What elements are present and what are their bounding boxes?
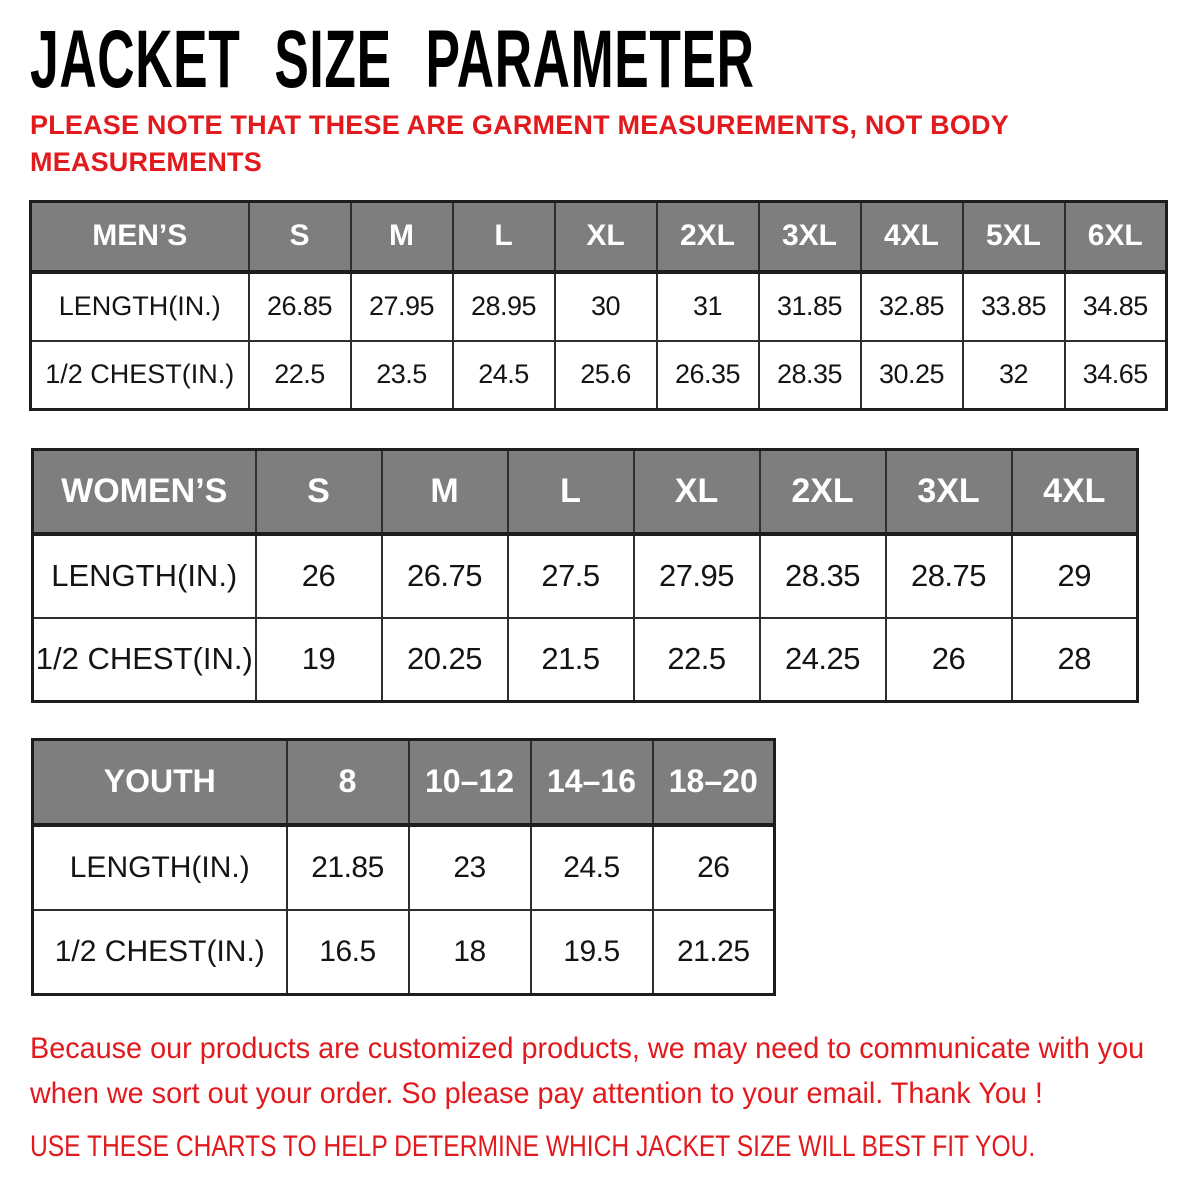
- value-cell: 26: [653, 825, 775, 910]
- value-cell: 26: [886, 618, 1012, 702]
- size-header-cell: 2XL: [760, 450, 886, 534]
- size-header-cell: S: [249, 202, 351, 272]
- size-header-cell: 18–20: [653, 740, 775, 825]
- size-header-row: [33, 740, 775, 825]
- value-cell: 18: [409, 910, 531, 995]
- value-cell: 26.35: [657, 341, 759, 410]
- note-line: MEASUREMENTS: [30, 147, 262, 177]
- value-cell: 27.95: [634, 534, 760, 618]
- note-line: PLEASE NOTE THAT THESE ARE GARMENT MEASUREMENTS, NOT BODY: [30, 110, 1009, 140]
- value-cell: 24.25: [760, 618, 886, 702]
- row-label-cell: LENGTH(IN.): [31, 272, 249, 341]
- size-header-cell: 2XL: [657, 202, 759, 272]
- value-cell: 21.25: [653, 910, 775, 995]
- value-cell: 29: [1012, 534, 1138, 618]
- measurement-row: [33, 825, 775, 910]
- size-header-cell: L: [508, 450, 634, 534]
- value-cell: 23: [409, 825, 531, 910]
- value-cell: 21.5: [508, 618, 634, 702]
- value-cell: 27.95: [351, 272, 453, 341]
- value-cell: 26: [256, 534, 382, 618]
- value-cell: 26.85: [249, 272, 351, 341]
- size-header-cell: 10–12: [409, 740, 531, 825]
- row-label-cell: LENGTH(IN.): [33, 825, 287, 910]
- row-label-cell: LENGTH(IN.): [33, 534, 256, 618]
- group-label-cell: YOUTH: [33, 740, 287, 825]
- garment-measurement-note: [30, 107, 1009, 181]
- size-header-cell: 3XL: [759, 202, 861, 272]
- customization-notice: [30, 1026, 1144, 1116]
- measurement-row: [33, 910, 775, 995]
- size-header-cell: XL: [634, 450, 760, 534]
- value-cell: 32.85: [861, 272, 963, 341]
- value-cell: 24.5: [531, 825, 653, 910]
- measurement-row: [31, 272, 1167, 341]
- group-label-cell: MEN’S: [31, 202, 249, 272]
- value-cell: 34.85: [1065, 272, 1167, 341]
- value-cell: 30: [555, 272, 657, 341]
- value-cell: 31.85: [759, 272, 861, 341]
- value-cell: 28.75: [886, 534, 1012, 618]
- row-label-cell: 1/2 CHEST(IN.): [31, 341, 249, 410]
- size-table-mens: [29, 200, 1168, 411]
- value-cell: 28.35: [759, 341, 861, 410]
- size-header-cell: 3XL: [886, 450, 1012, 534]
- value-cell: 34.65: [1065, 341, 1167, 410]
- measurement-row: [33, 534, 1138, 618]
- size-table-womens: [31, 448, 1139, 703]
- value-cell: 16.5: [287, 910, 409, 995]
- size-header-cell: S: [256, 450, 382, 534]
- value-cell: 22.5: [634, 618, 760, 702]
- size-header-cell: L: [453, 202, 555, 272]
- row-label-cell: 1/2 CHEST(IN.): [33, 618, 256, 702]
- notice-line: when we sort out your order. So please pay attention to your email. Thank You !: [30, 1077, 1043, 1110]
- size-header-cell: XL: [555, 202, 657, 272]
- chart-usage-note: USE THESE CHARTS TO HELP DETERMINE WHICH JACKET SIZE WILL BEST FIT YOU.: [30, 1130, 1036, 1163]
- value-cell: 28.35: [760, 534, 886, 618]
- page-title: JACKET SIZE PARAMETER: [30, 14, 755, 105]
- size-header-cell: M: [351, 202, 453, 272]
- group-label-cell: WOMEN’S: [33, 450, 256, 534]
- value-cell: 19: [256, 618, 382, 702]
- value-cell: 23.5: [351, 341, 453, 410]
- value-cell: 30.25: [861, 341, 963, 410]
- size-header-cell: 8: [287, 740, 409, 825]
- value-cell: 27.5: [508, 534, 634, 618]
- value-cell: 19.5: [531, 910, 653, 995]
- value-cell: 20.25: [382, 618, 508, 702]
- measurement-row: [33, 618, 1138, 702]
- value-cell: 25.6: [555, 341, 657, 410]
- size-header-cell: 5XL: [963, 202, 1065, 272]
- value-cell: 21.85: [287, 825, 409, 910]
- row-label-cell: 1/2 CHEST(IN.): [33, 910, 287, 995]
- size-header-cell: 6XL: [1065, 202, 1167, 272]
- value-cell: 28.95: [453, 272, 555, 341]
- size-header-cell: 14–16: [531, 740, 653, 825]
- value-cell: 24.5: [453, 341, 555, 410]
- value-cell: 22.5: [249, 341, 351, 410]
- value-cell: 33.85: [963, 272, 1065, 341]
- notice-line: Because our products are customized products, we may need to communicate with you: [30, 1032, 1145, 1065]
- size-table-youth: [31, 738, 776, 996]
- value-cell: 26.75: [382, 534, 508, 618]
- value-cell: 31: [657, 272, 759, 341]
- value-cell: 32: [963, 341, 1065, 410]
- size-header-row: [33, 450, 1138, 534]
- size-header-cell: 4XL: [1012, 450, 1138, 534]
- size-header-cell: 4XL: [861, 202, 963, 272]
- value-cell: 28: [1012, 618, 1138, 702]
- measurement-row: [31, 341, 1167, 410]
- size-header-cell: M: [382, 450, 508, 534]
- size-header-row: [31, 202, 1167, 272]
